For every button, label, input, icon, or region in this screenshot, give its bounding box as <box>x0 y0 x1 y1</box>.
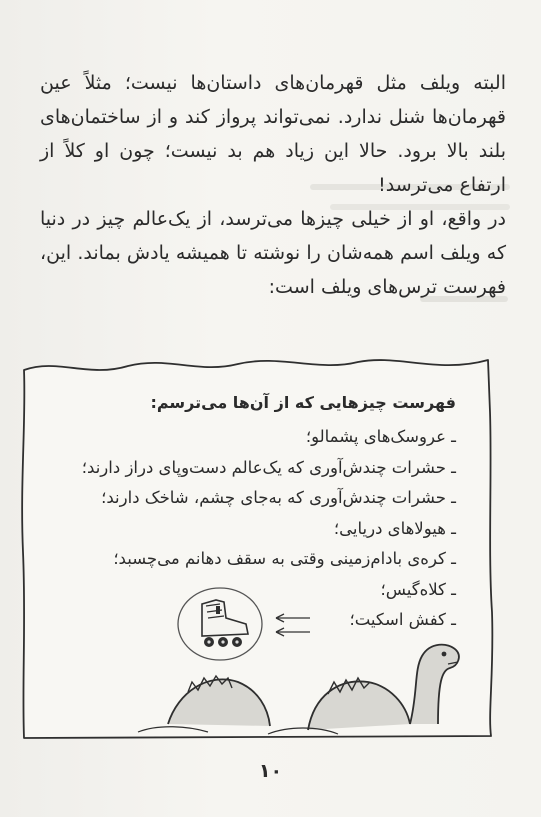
paragraph-2: در واقع، او از خیلی چیزها می‌ترسد، از یک‌عالم چیز در دنیا که ویلف اسم همه‌شان را نوشته تا همیشه یادش بماند. این، فهرست ترس‌های ویلف است: <box>40 208 506 298</box>
story-text <box>40 66 506 304</box>
fear-item: ـ حشرات چندش‌آوری که یک‌عالم دست‌وپای دراز دارند؛ <box>81 457 456 477</box>
roller-skate-icon <box>176 584 326 664</box>
fear-item: ـ کلاه‌گیس؛ <box>380 579 456 599</box>
fear-item: ـ کره‌ی بادام‌زمینی وقتی به سقف دهانم می‌چسبد؛ <box>113 549 456 568</box>
paragraph-1: البته ویلف مثل قهرمان‌های داستان‌ها نیست؛ مثلاً عین قهرمان‌ها شنل ندارد. نمی‌تواند پرواز کند و از ساختمان‌های بلند بالا برود. حالا این زیاد هم بد نیست؛ چون او کلاً از ارتفاع می‌ترسد! <box>40 72 506 196</box>
page-number: ۱۰ <box>258 760 283 782</box>
fear-item: ـ حشرات چندش‌آوری که به‌جای چشم، شاخک دارند؛ <box>101 488 456 507</box>
fear-item: ـ عروسک‌های پشمالو؛ <box>305 427 456 446</box>
fear-item: ـ هیولاهای دریایی؛ <box>333 518 456 538</box>
fear-item: ـ کفش اسکیت؛ <box>349 610 456 629</box>
fear-list-title: فهرست چیزهایی که از آن‌ها می‌ترسم: <box>150 393 456 412</box>
fear-list-card <box>18 352 496 742</box>
